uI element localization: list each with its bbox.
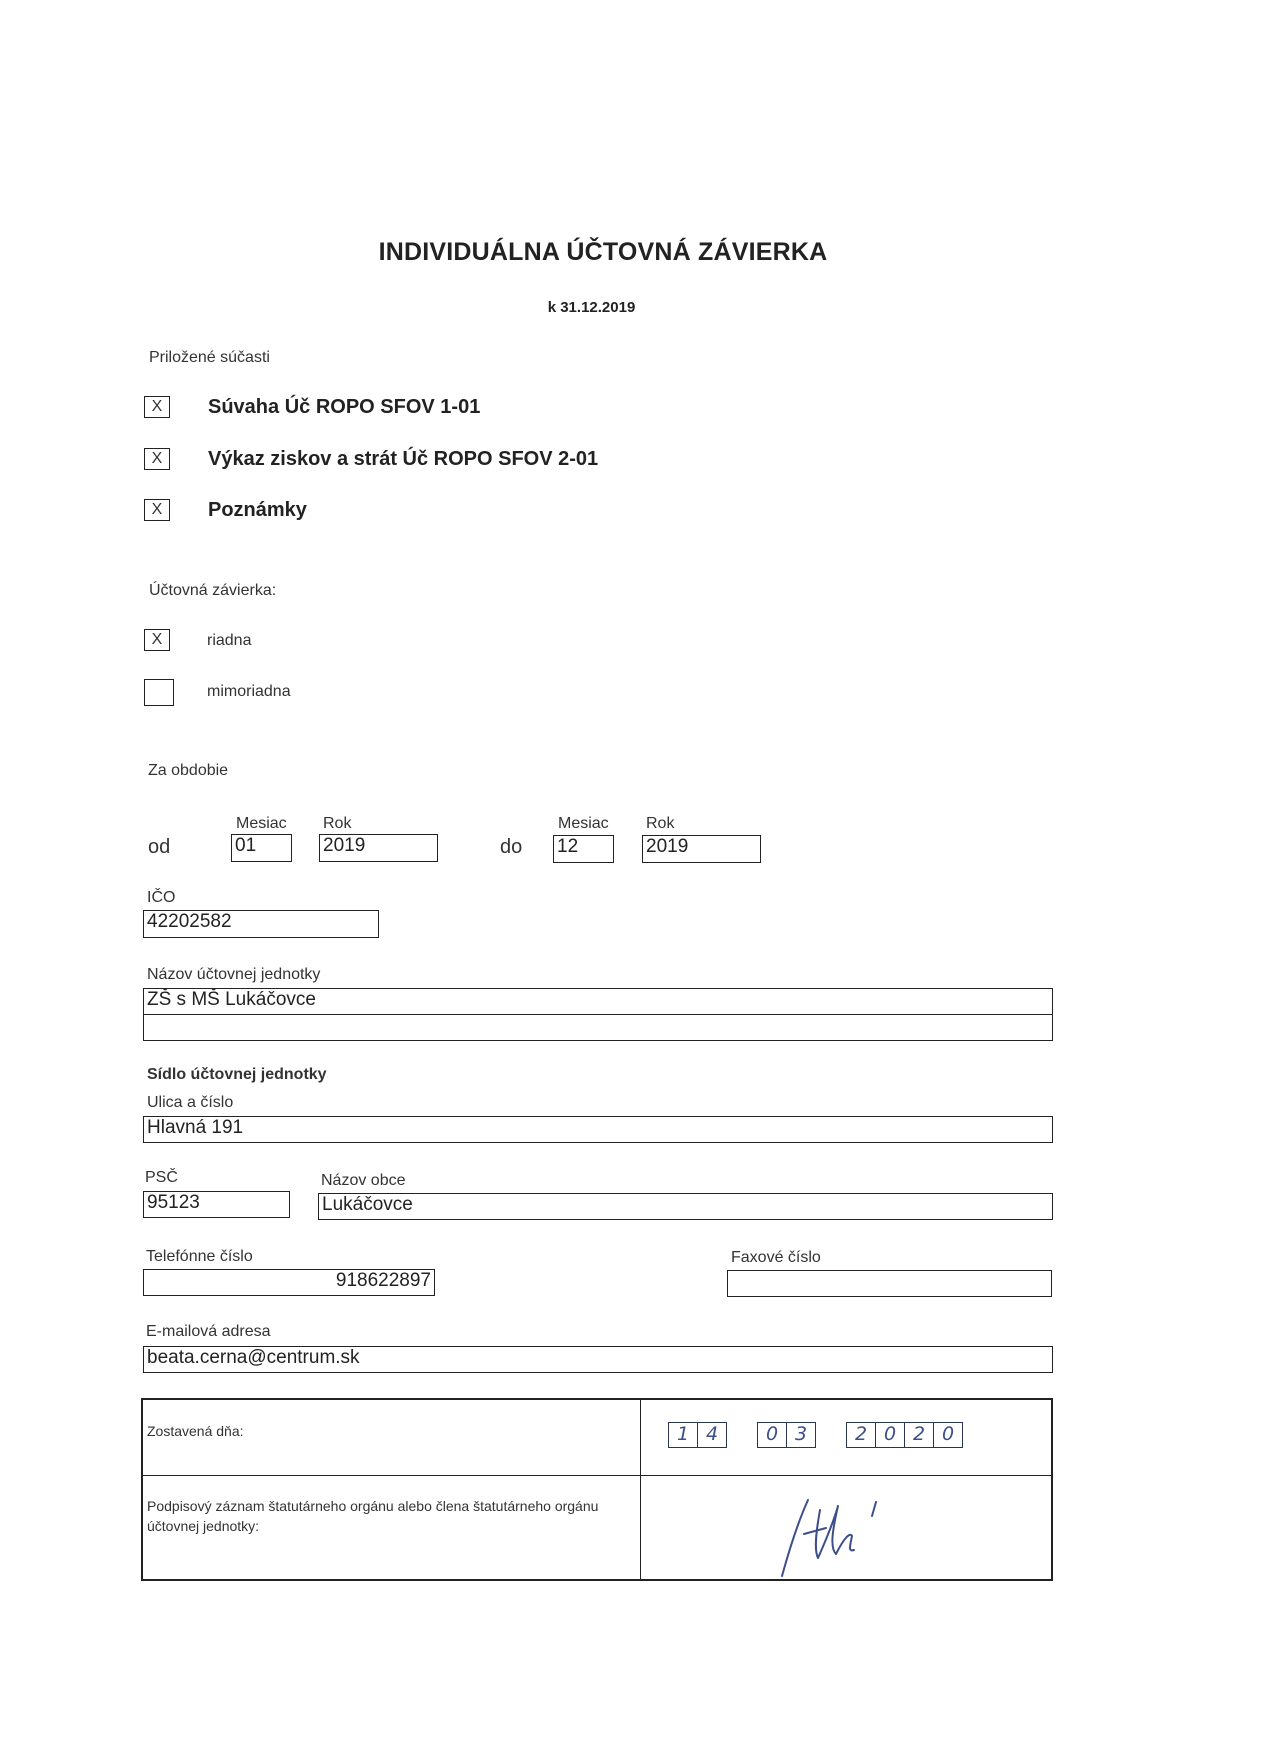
extraordinary-label: mimoriadna: [207, 683, 291, 700]
email-label: E-mailová adresa: [146, 1323, 271, 1340]
period-label: Za obdobie: [148, 762, 229, 779]
table-vertical-divider: [640, 1400, 641, 1579]
regular-label: riadna: [207, 632, 252, 649]
ico-field[interactable]: 42202582: [143, 910, 379, 938]
to-year-label: Rok: [646, 815, 675, 832]
email-field[interactable]: beata.cerna@centrum.sk: [143, 1346, 1053, 1373]
ico-label: IČO: [147, 889, 176, 906]
checkbox-extraordinary[interactable]: [144, 679, 174, 706]
date-digit-8: 0: [933, 1422, 963, 1448]
seat-label: Sídlo účtovnej jednotky: [147, 1066, 327, 1083]
checkbox-balance-sheet[interactable]: X: [144, 396, 170, 418]
from-year-field[interactable]: 2019: [319, 834, 438, 862]
to-month-field[interactable]: 12: [553, 835, 614, 863]
notes-label: Poznámky: [208, 499, 307, 521]
date-digit-2: 4: [697, 1422, 727, 1448]
checkbox-regular[interactable]: X: [144, 629, 170, 651]
from-month-field[interactable]: 01: [231, 834, 292, 862]
date-digit-5: 2: [846, 1422, 876, 1448]
city-field[interactable]: Lukáčovce: [318, 1193, 1053, 1220]
city-label: Názov obce: [321, 1172, 406, 1189]
from-year-label: Rok: [323, 815, 352, 832]
from-label: od: [148, 836, 171, 858]
checkbox-income-statement[interactable]: X: [144, 448, 170, 470]
handwritten-signature: [768, 1492, 928, 1582]
entity-name-line2[interactable]: [143, 1014, 1053, 1041]
compiled-date-label: Zostavená dňa:: [147, 1423, 244, 1439]
psc-label: PSČ: [145, 1169, 178, 1186]
to-label: do: [500, 836, 523, 858]
compiled-date-digits[interactable]: [668, 1422, 968, 1448]
signature-table: [141, 1398, 1053, 1581]
date-digit-7: 2: [904, 1422, 934, 1448]
date-digit-1: 1: [668, 1422, 698, 1448]
document-date: k 31.12.2019: [547, 299, 636, 316]
to-year-field[interactable]: 2019: [642, 835, 761, 863]
to-month-label: Mesiac: [558, 815, 609, 832]
components-label: Priložené súčasti: [149, 349, 270, 366]
date-digit-4: 3: [786, 1422, 816, 1448]
income-statement-label: Výkaz ziskov a strát Úč ROPO SFOV 2-01: [208, 448, 599, 470]
entity-name-line1[interactable]: ZŠ s MŠ Lukáčovce: [143, 988, 1053, 1015]
psc-field[interactable]: 95123: [143, 1191, 290, 1218]
date-digit-3: 0: [757, 1422, 787, 1448]
balance-sheet-label: Súvaha Úč ROPO SFOV 1-01: [208, 396, 481, 418]
phone-label: Telefónne číslo: [146, 1248, 253, 1265]
fax-field[interactable]: [727, 1270, 1052, 1297]
table-horizontal-divider: [143, 1475, 1051, 1476]
date-digit-6: 0: [875, 1422, 905, 1448]
street-field[interactable]: Hlavná 191: [143, 1116, 1053, 1143]
street-label: Ulica a číslo: [147, 1094, 234, 1111]
closing-type-label: Účtovná závierka:: [149, 582, 277, 599]
fax-label: Faxové číslo: [731, 1249, 821, 1266]
from-month-label: Mesiac: [236, 815, 287, 832]
entity-name-label: Názov účtovnej jednotky: [147, 966, 321, 983]
document-title: INDIVIDUÁLNA ÚČTOVNÁ ZÁVIERKA: [378, 238, 828, 266]
phone-field[interactable]: 918622897: [143, 1269, 435, 1296]
signature-record-label: Podpisový záznam štatutárneho orgánu alebo člena štatutárneho orgánu účtovnej jednotky:: [147, 1498, 599, 1534]
checkbox-notes[interactable]: X: [144, 499, 170, 521]
